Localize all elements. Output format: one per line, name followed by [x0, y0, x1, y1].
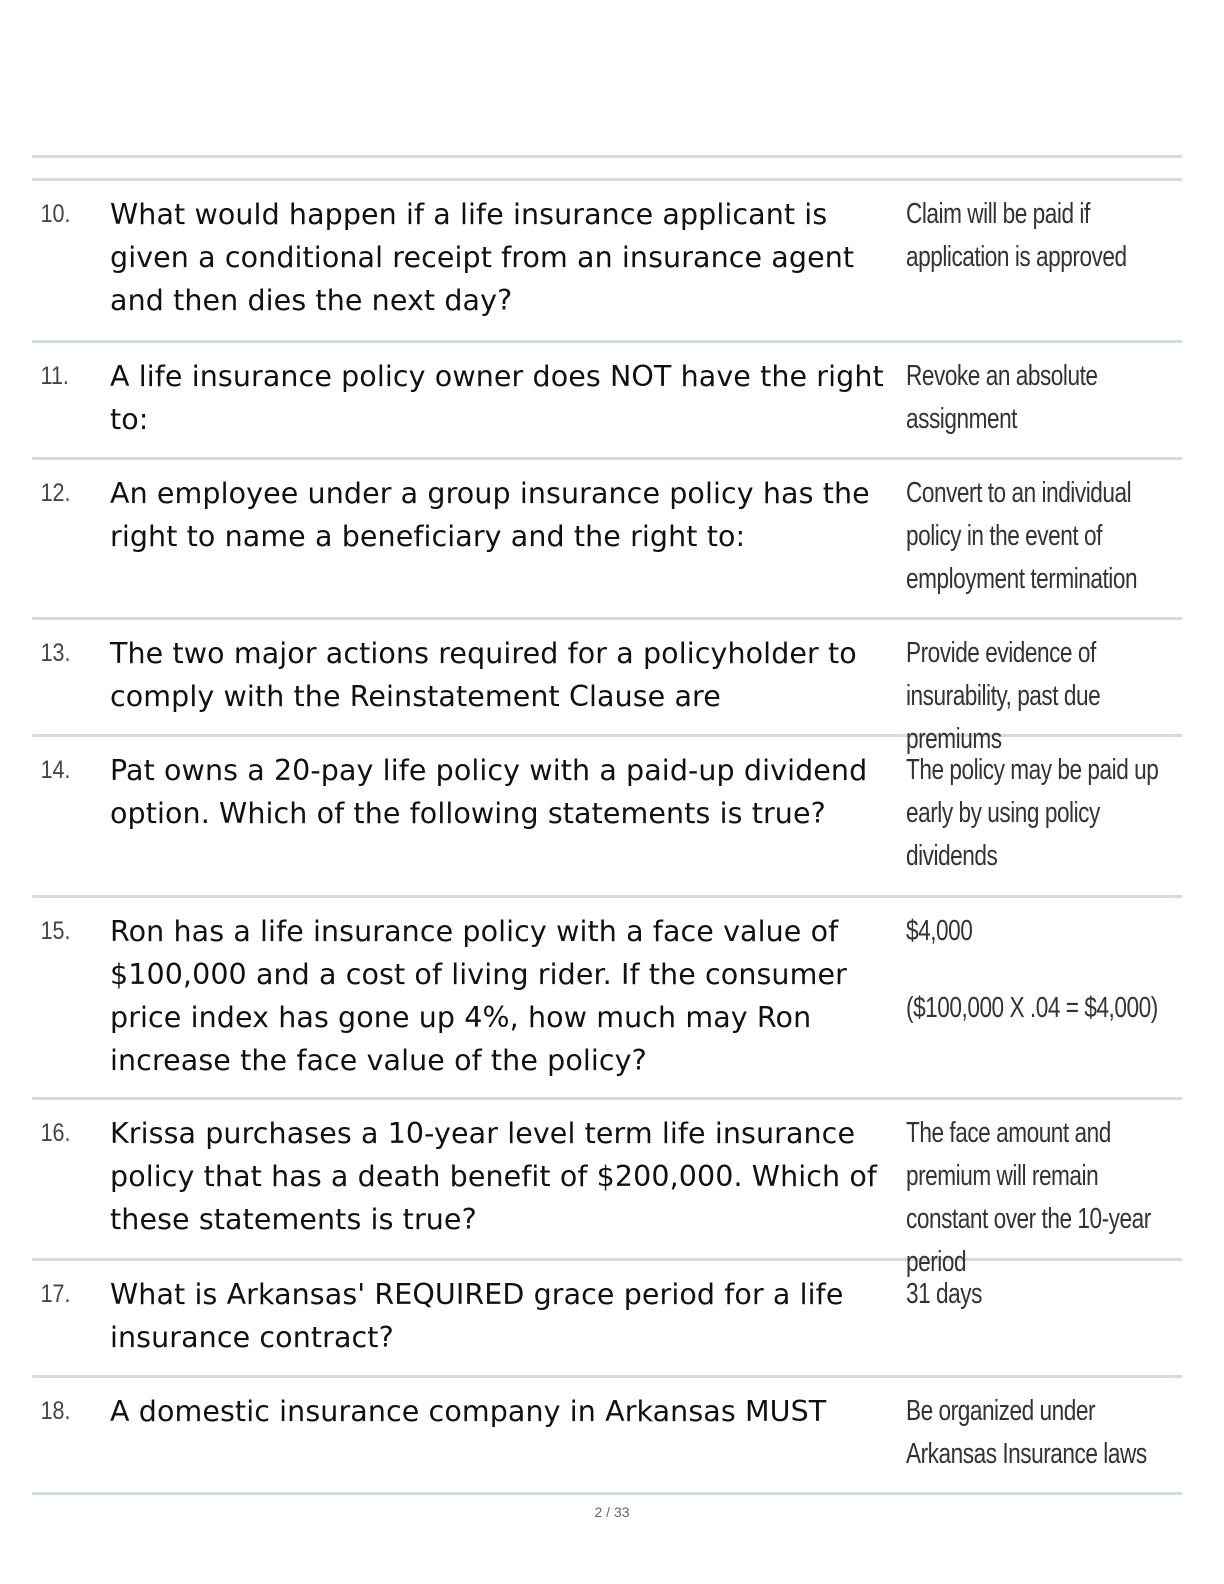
question-number: 13.	[40, 639, 71, 667]
question-number: 16.	[40, 1119, 71, 1147]
answer-text: $4,000	[906, 915, 973, 947]
flashcard-row	[32, 340, 1182, 457]
flashcard-row	[32, 178, 1182, 340]
question-text: Ron has a life insurance policy with a face value of $100,000 and a cost of living rider. If the consumer price index has gone up 4%, how much may Ron increase the face value of the policy?	[110, 915, 847, 1077]
page-number: 2 / 33	[594, 1504, 630, 1520]
flashcard-row	[32, 734, 1182, 895]
answer-text: 31 days	[906, 1278, 982, 1310]
flashcard-row	[32, 1258, 1182, 1375]
question-text: What would happen if a life insurance applicant is given a conditional receipt from an insurance agent and then dies the next day?	[110, 198, 855, 317]
question-number: 17.	[40, 1280, 71, 1308]
answer-text: Provide evidence of insurability, past due premiums	[906, 637, 1101, 755]
question-text: What is Arkansas' REQUIRED grace period for a life insurance contract?	[110, 1278, 844, 1354]
question-number: 11.	[40, 362, 69, 390]
answer-text: Revoke an absolute assignment	[906, 360, 1098, 435]
answer-text: The face amount and premium will remain constant over the 10-year period	[906, 1117, 1151, 1278]
question-number: 10.	[40, 200, 71, 228]
question-text: Pat owns a 20-pay life policy with a paid-up dividend option. Which of the following statements is true?	[110, 754, 868, 830]
flashcard-row	[32, 1097, 1182, 1278]
question-text: An employee under a group insurance policy has the right to name a beneficiary and the right to:	[110, 477, 870, 553]
question-text: Krissa purchases a 10-year level term life insurance policy that has a death benefit of $200,000. Which of these statements is true?	[110, 1117, 878, 1236]
flashcard-row	[32, 895, 1182, 1097]
question-number: 15.	[40, 917, 71, 945]
answer-text: Be organized under Arkansas Insurance laws	[906, 1395, 1147, 1470]
question-number: 14.	[40, 756, 71, 784]
flashcard-row	[32, 617, 1182, 755]
flashcard-table	[32, 178, 1182, 1495]
answer-text: Convert to an individual policy in the event of employment termination	[906, 477, 1138, 595]
question-number: 18.	[40, 1397, 71, 1425]
flashcard-row	[32, 1375, 1182, 1495]
question-text: A life insurance policy owner does NOT have the right to:	[110, 360, 884, 436]
answer-explanation: ($100,000 X .04 = $4,000)	[906, 992, 1158, 1024]
answer-text: Claim will be paid if application is approved	[906, 198, 1127, 273]
question-number: 12.	[40, 479, 71, 507]
question-text: A domestic insurance company in Arkansas MUST	[110, 1395, 827, 1428]
answer-block	[906, 898, 1179, 1100]
top-divider	[32, 155, 1182, 158]
flashcard-row	[32, 457, 1182, 617]
question-text: The two major actions required for a policyholder to comply with the Reinstatement Clause are	[110, 637, 857, 713]
answer-text: The policy may be paid up early by using policy dividends	[906, 754, 1159, 872]
